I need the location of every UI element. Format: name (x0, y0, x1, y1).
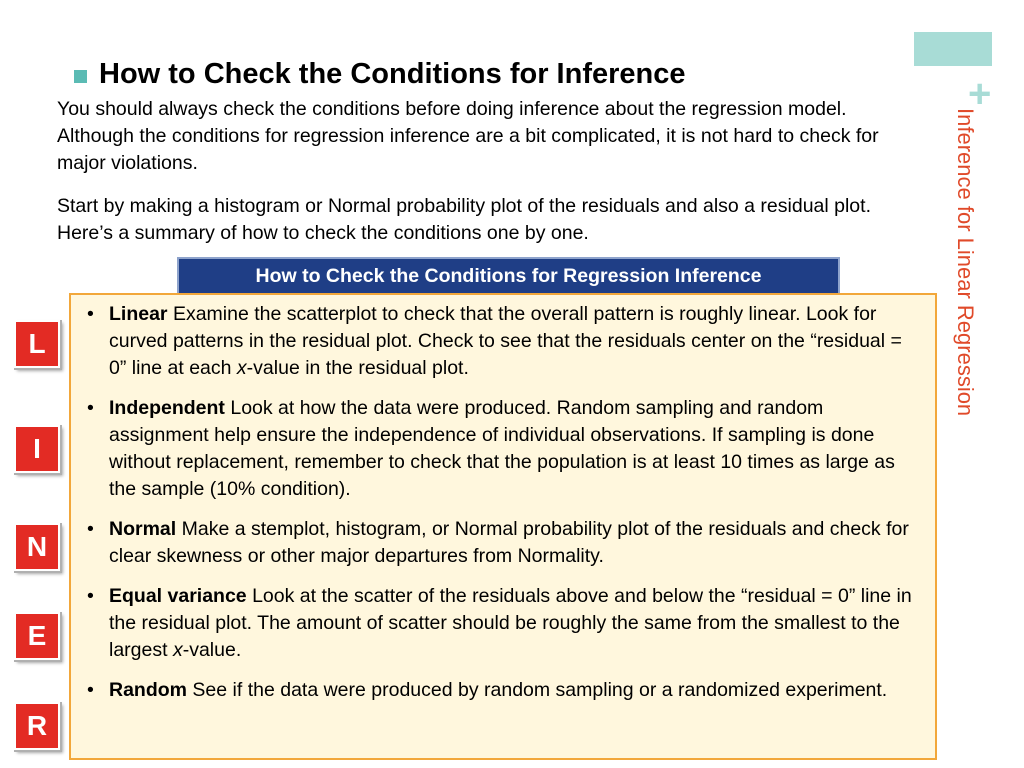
condition-text: Look at the scatter of the residuals above and below the “residual = 0” line in the residual plot. The amount of scatter should be roughly the same from the smallest to the largest (109, 585, 912, 661)
condition-linear (85, 301, 919, 382)
letter-tile-n: N (14, 523, 60, 571)
condition-equal-variance (85, 583, 919, 664)
bullet-dot-icon: • (87, 679, 94, 701)
conditions-box-title: How to Check the Conditions for Regression Inference (177, 257, 840, 295)
bullet-dot-icon: • (87, 397, 94, 419)
intro-paragraph: You should always check the conditions before doing inference about the regression model. Although the conditions for regression inference are a bit complicated, it is not hard to check for major violations. (57, 98, 879, 174)
heading-text: How to Check the Conditions for Inference (99, 58, 686, 90)
conditions-box (69, 293, 937, 760)
teal-accent-block (914, 32, 992, 66)
condition-text: Look at how the data were produced. Random sampling and random assignment help ensure the independence of individual observations. If sampling is done without replacement, remember to check that the population is at least 10 times as large as the sample (10% condition). (109, 397, 895, 500)
condition-term: Independent (109, 397, 225, 419)
bullet-dot-icon: • (87, 303, 94, 325)
letter-tile-r: R (14, 702, 60, 750)
side-title: Inference for Linear Regression (953, 108, 978, 417)
condition-text-end: -value. (182, 639, 242, 661)
condition-normal (85, 516, 919, 570)
plus-icon: + (968, 72, 992, 116)
condition-text: See if the data were produced by random sampling or a randomized experiment. (192, 679, 888, 701)
condition-term: Random (109, 679, 187, 701)
conditions-list (85, 301, 919, 704)
bullet-dot-icon: • (87, 518, 94, 540)
square-bullet-icon (74, 70, 87, 83)
condition-term: Equal variance (109, 585, 247, 607)
letter-tile-e: E (14, 612, 60, 660)
letter-tile-i: I (14, 425, 60, 473)
condition-random (85, 677, 919, 704)
condition-text: Examine the scatterplot to check that the overall pattern is roughly linear. Look for curved patterns in the residual plot. Check to see that the residuals center on the “residual = 0” line at each (109, 303, 902, 379)
slide-heading (74, 54, 686, 94)
letter-tile-l: L (14, 320, 60, 368)
condition-variable: x (172, 639, 183, 661)
condition-text: Make a stemplot, histogram, or Normal probability plot of the residuals and check for clear skewness or other major departures from Normality. (109, 518, 909, 567)
intro-text (57, 96, 887, 263)
intro-paragraph: Start by making a histogram or Normal probability plot of the residuals and also a residual plot. Here’s a summary of how to check the conditions one by one. (57, 195, 871, 244)
condition-variable: x (236, 357, 247, 379)
condition-term: Normal (109, 518, 177, 540)
condition-text-end: -value in the residual plot. (246, 357, 469, 379)
bullet-dot-icon: • (87, 585, 94, 607)
condition-term: Linear (109, 303, 168, 325)
condition-independent (85, 395, 919, 503)
